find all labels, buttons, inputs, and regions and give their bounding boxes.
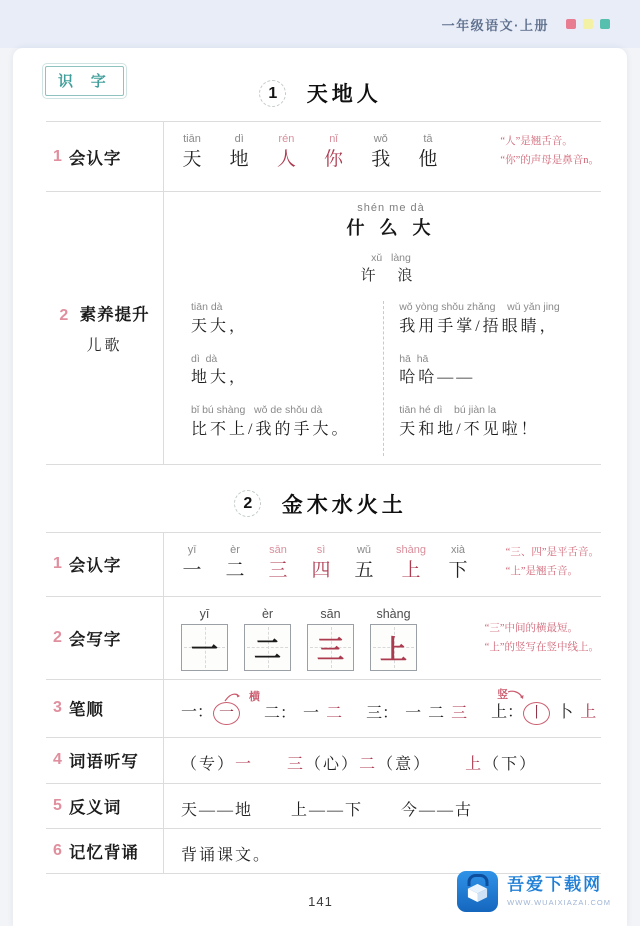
row-content xyxy=(164,784,601,828)
poem-left-column xyxy=(181,301,383,456)
char-block: tā 他 xyxy=(418,133,438,170)
poem-title: shén me dà 什 么 大 xyxy=(346,202,436,238)
pinyin-char-row xyxy=(181,544,469,584)
row-number: 1 xyxy=(53,147,62,165)
table-row xyxy=(46,738,601,784)
stroke-arrow-icon xyxy=(507,690,525,700)
char-block: dì 地 xyxy=(229,133,249,170)
row-content xyxy=(164,680,601,737)
row-number: 5 xyxy=(53,796,62,814)
row-label-suyang xyxy=(46,192,164,464)
download-app-icon xyxy=(457,871,498,912)
lesson1-title: 天地人 xyxy=(306,83,382,106)
cube-icon xyxy=(466,880,489,903)
page-number: 141 xyxy=(308,893,333,909)
char-block: sì 四 xyxy=(311,543,331,581)
table-row xyxy=(46,784,601,829)
poem-columns xyxy=(181,301,601,456)
unit-badge: 识 字 xyxy=(45,66,124,96)
teacher-note: “人”是翘舌音。 “你”的声母是鼻音n。 xyxy=(500,136,599,167)
pink-dot-icon xyxy=(566,19,576,29)
char-block: yī 一 xyxy=(182,543,202,581)
table-row xyxy=(46,122,601,192)
teacher-note: “三”中间的横最短。 “上”的竖写在竖中线上。 xyxy=(484,622,599,654)
watermark-text xyxy=(507,876,611,907)
char-block: nǐ 你 xyxy=(324,133,344,170)
poem-content xyxy=(164,192,601,464)
row-name: 反义词 xyxy=(68,798,122,817)
row-label-xiezi xyxy=(46,597,164,679)
tianzige-box: 二 xyxy=(244,624,291,671)
stroke-entry: 二： 一 二 xyxy=(264,705,343,723)
char-block: shàng 上 xyxy=(396,543,426,581)
row-label-bishun xyxy=(46,680,164,737)
table-row xyxy=(46,680,601,738)
lesson2-number-circle: 2 xyxy=(234,490,261,517)
row-number: 6 xyxy=(53,841,62,859)
book-title: 一年级语文·上册 xyxy=(441,17,549,33)
lesson2-heading xyxy=(34,489,607,519)
watermark xyxy=(457,871,611,912)
row-label-tingxie xyxy=(46,738,164,783)
char-block: xià 下 xyxy=(448,543,468,581)
poem-line: wǒ yòng shǒu zhǎng wǔ yǎn jing 我用手掌/捂眼睛， xyxy=(399,301,560,335)
row-number: 1 xyxy=(53,555,62,573)
row-label-jiyi xyxy=(46,829,164,873)
row-number: 2 xyxy=(53,628,62,646)
row-name: 笔顺 xyxy=(68,701,104,720)
lesson1-table xyxy=(46,121,601,465)
char-block: wǔ 五 xyxy=(354,543,374,581)
row-name: 词语听写 xyxy=(68,753,139,772)
row-content xyxy=(164,122,601,191)
char-block: èr 二 xyxy=(225,543,245,581)
grid-box-block: yī 一 xyxy=(181,607,228,671)
stroke-entry: 竖 上： 丨 卜 上 xyxy=(491,699,596,725)
row-name: 记忆背诵 xyxy=(68,843,139,862)
char-block: tiān 天 xyxy=(182,133,202,170)
teal-dot-icon xyxy=(600,19,610,29)
poem-right-column xyxy=(383,301,601,456)
lesson2-title: 金木水火土 xyxy=(281,493,407,517)
stroke-entry: 一： 一 横 xyxy=(181,699,240,725)
tianzige-box: 一 xyxy=(181,624,228,671)
teacher-note: “三、四”是平舌音。 “上”是翘舌音。 xyxy=(505,546,599,578)
stroke-order-row xyxy=(181,689,601,729)
table-row xyxy=(46,192,601,465)
table-row xyxy=(46,829,601,874)
tianzige-box: 三 xyxy=(307,624,354,671)
row-label-renzi xyxy=(46,533,164,596)
poem-line: hā hā 哈哈—— xyxy=(399,352,476,387)
lesson2-table xyxy=(46,532,601,874)
row-label-fanyici xyxy=(46,784,164,828)
row-name: 会认字 xyxy=(68,149,122,168)
row-content xyxy=(164,829,601,873)
poem-line: bǐ bú shàng wǒ de shǒu dà 比不上/我的手大。 xyxy=(191,404,351,438)
row-number: 3 xyxy=(53,699,62,717)
row-content xyxy=(164,533,601,596)
tianzige-box: 上 xyxy=(370,624,417,671)
row-content xyxy=(164,597,601,679)
watermark-site-url: WWW.WUAIXIAZAI.COM xyxy=(507,897,611,907)
row-number: 4 xyxy=(53,751,62,769)
row-name: 会写字 xyxy=(68,630,122,649)
poem-line: tiān hé dì bú jiàn la 天和地/不见啦！ xyxy=(399,404,540,438)
row-name: 会认字 xyxy=(68,557,122,576)
antonym-pairs: 天——地 上——下 今——古 xyxy=(181,801,474,819)
stroke-arrow-icon xyxy=(224,692,242,702)
yellow-dot-icon xyxy=(583,19,593,29)
row-number: 2 xyxy=(59,306,69,324)
row-content xyxy=(164,738,601,783)
dictation-words: （专）一 三（心）二（意） 上（下） xyxy=(181,755,538,773)
table-row xyxy=(46,533,601,597)
watermark-site-name: 吾爱下载网 xyxy=(507,875,603,895)
poem-author: xǔ làng 许 浪 xyxy=(360,252,422,284)
grid-box-block: èr 二 xyxy=(244,607,291,671)
grid-box-block: shàng 上 xyxy=(370,607,417,671)
lesson1-number-circle: 1 xyxy=(259,80,286,107)
row-sublabel: 儿歌 xyxy=(86,337,123,354)
pinyin-char-row xyxy=(181,133,439,173)
row-label-renzi xyxy=(46,122,164,191)
poem-line: dì dà 地大， xyxy=(191,352,249,387)
grid-box-block: sān 三 xyxy=(307,607,354,671)
char-block: wǒ 我 xyxy=(371,133,391,170)
table-row xyxy=(46,597,601,680)
book-page xyxy=(13,48,627,926)
char-block: rén 人 xyxy=(276,133,296,170)
char-block: sān 三 xyxy=(268,543,288,581)
page-header xyxy=(0,0,640,48)
row-name: 素养提升 xyxy=(79,305,150,324)
recite-task: 背诵课文。 xyxy=(181,846,272,864)
poem-line: tiān dà 天大， xyxy=(191,301,249,335)
stroke-entry: 三： 一 二 三 xyxy=(366,705,468,723)
